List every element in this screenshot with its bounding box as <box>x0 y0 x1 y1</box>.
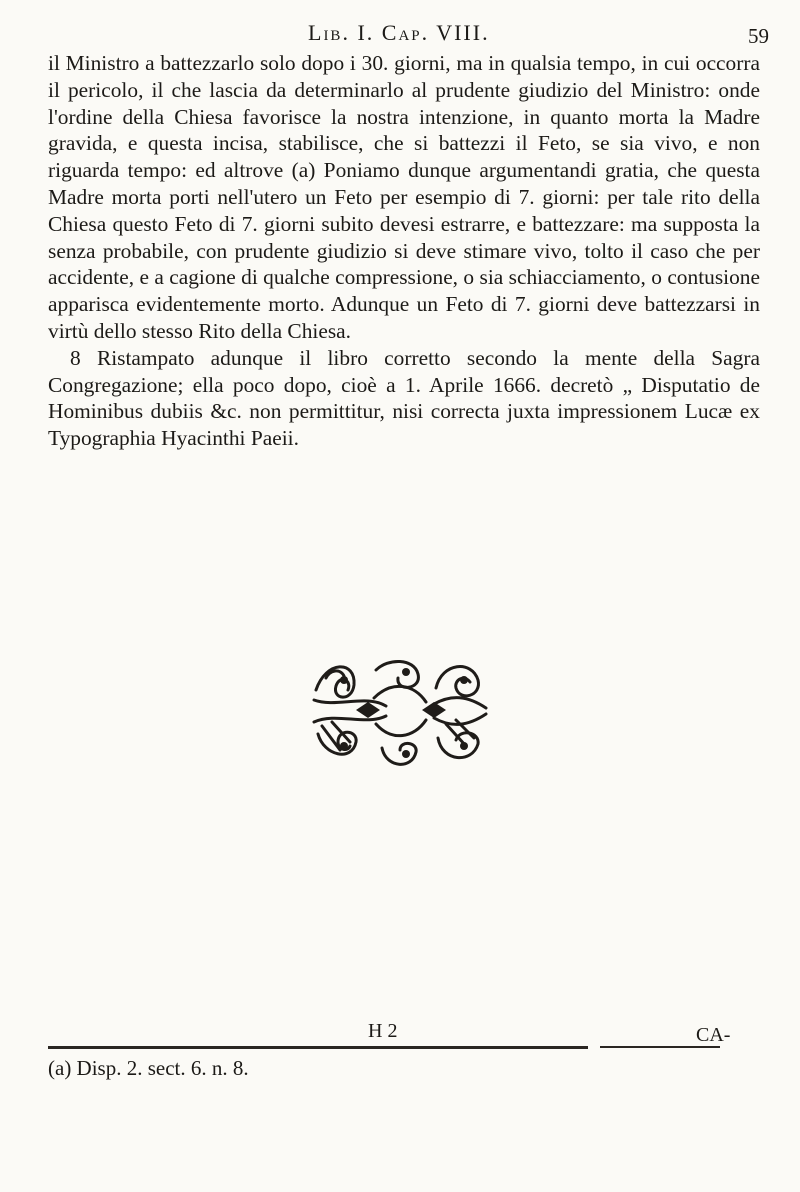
paragraph-2: 8 Ristampato adunque il libro corretto secondo la mente della Sagra Congregazione; ella poco dopo, cioè a 1. Aprile 1666. decretò „ Disputatio de Hominibus dubiis &c. non permittitur, nisi correcta juxta impressionem Lucæ ex Typographia Hyacinthi Paeii. <box>48 345 760 451</box>
body-text <box>48 50 760 452</box>
catchword: CA- <box>696 1024 731 1046</box>
printers-ornament-icon <box>296 650 496 780</box>
footnote: (a) Disp. 2. sect. 6. n. 8. <box>48 1056 249 1080</box>
page-number: 59 <box>748 24 769 48</box>
running-head-title: Lib. I. Cap. VIII. <box>308 20 490 45</box>
signature-mark: H 2 <box>368 1020 398 1042</box>
footnote-rule <box>48 1046 588 1049</box>
running-head <box>0 20 800 50</box>
catchword-rule <box>600 1046 720 1048</box>
paragraph-1: il Ministro a battezzarlo solo dopo i 30. giorni, ma in qualsia tempo, in cui occorra il pericolo, il che lascia da determinarlo al prudente giudizio del Ministro: onde l'ordine della Chiesa favorisce la nostra intenzione, in quanto morta la Madre gravida, e questa incisa, stabilisce, che si battezzi il Feto, se sia vivo, e non riguarda tempo: ed altrove (a) Poniamo dunque argumentandi gratia, che questa Madre morta porti nell'utero un Feto per esempio di 7. giorni: per tale rito della Chiesa questo Feto di 7. giorni subito devesi estrarre, e battezzare: ma supposta la senza probabile, con prudente giudizio si deve stimare vivo, tolto il caso che per accidente, e a cagione di qualche compressione, o sia schiacciamento, o contusione apparisca evidentemente morto. Adunque un Feto di 7. giorni deve battezzarsi in virtù dello stesso Rito della Chiesa. <box>48 51 760 343</box>
